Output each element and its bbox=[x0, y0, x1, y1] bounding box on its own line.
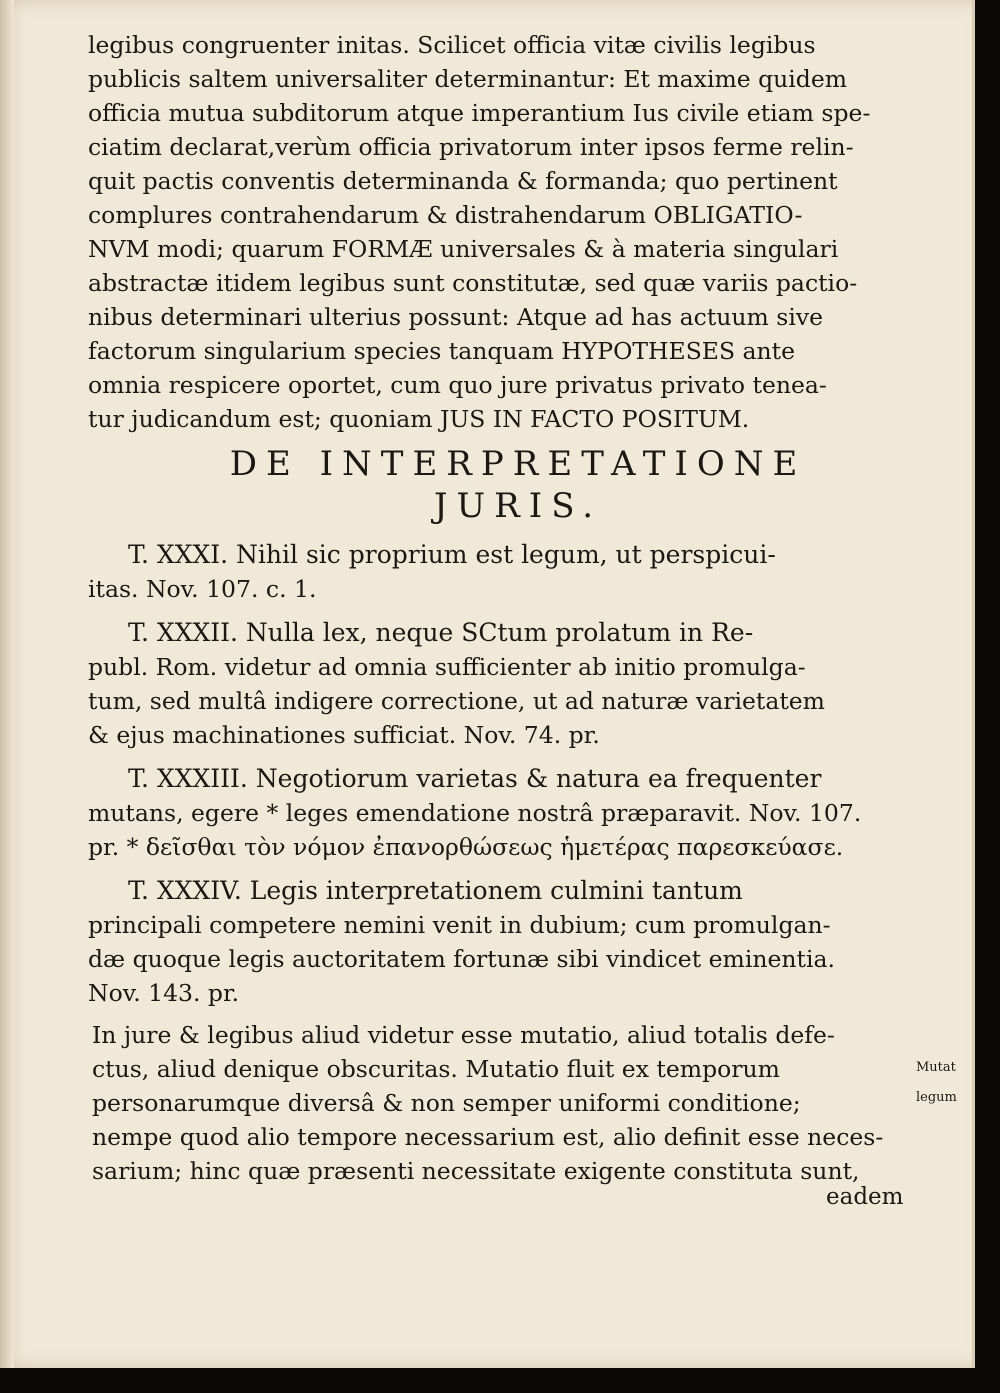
text-line: legibus congruenter initas. Scilicet officia vitæ civilis legibus bbox=[88, 31, 816, 59]
thesis-line: T. XXXIV. Legis interpretationem culmini tantum bbox=[128, 876, 743, 905]
catchword: eadem bbox=[826, 1184, 904, 1210]
thesis-line: dæ quoque legis auctoritatem fortunæ sibi vindicet eminentia. bbox=[88, 945, 835, 973]
commentary-line: In jure & legibus aliud videtur esse mutatio, aliud totalis defe- bbox=[92, 1021, 835, 1049]
thesis-line: publ. Rom. videtur ad omnia sufficienter ab initio promulga- bbox=[88, 653, 806, 681]
text-line: omnia respicere oportet, cum quo jure privatus privato tenea- bbox=[88, 371, 827, 399]
page-spine bbox=[0, 0, 14, 1368]
section-heading: DE INTERPRETATIONE bbox=[229, 444, 807, 484]
section-heading-subline: JURIS. bbox=[433, 486, 603, 526]
thesis-line: T. XXXIII. Negotiorum varietas & natura ea frequenter bbox=[128, 764, 822, 793]
page-edge bbox=[972, 0, 975, 1368]
text-line: officia mutua subditorum atque imperantium Ius civile etiam spe- bbox=[88, 99, 871, 127]
thesis-line: itas. Nov. 107. c. 1. bbox=[88, 575, 317, 603]
margin-note: legum bbox=[916, 1090, 957, 1105]
thesis-line: principali competere nemini venit in dubium; cum promulgan- bbox=[88, 911, 831, 939]
margin-note: Mutat bbox=[916, 1060, 956, 1075]
text-line: abstractæ itidem legibus sunt constitutæ, sed quæ variis pactio- bbox=[88, 269, 858, 297]
thesis-line: tum, sed multâ indigere correctione, ut ad naturæ varietatem bbox=[88, 687, 825, 715]
text-line: complures contrahendarum & distrahendarum OBLIGATIO- bbox=[88, 201, 803, 229]
text-line: nibus determinari ulterius possunt: Atque ad has actuum sive bbox=[88, 303, 824, 331]
text-line: factorum singularium species tanquam HYPOTHESES ante bbox=[88, 337, 796, 365]
text-line: quit pactis conventis determinanda & formanda; quo pertinent bbox=[88, 167, 838, 195]
commentary-line: sarium; hinc quæ præsenti necessitate exigente constituta sunt, bbox=[92, 1157, 860, 1185]
text-line: publicis saltem universaliter determinantur: Et maxime quidem bbox=[88, 65, 848, 93]
thesis-line: T. XXXI. Nihil sic proprium est legum, ut perspicui- bbox=[128, 540, 776, 569]
text-line: tur judicandum est; quoniam JUS IN FACTO POSITUM. bbox=[88, 405, 750, 433]
thesis-line: Nov. 143. pr. bbox=[88, 979, 240, 1007]
commentary-line: ctus, aliud denique obscuritas. Mutatio fluit ex temporum bbox=[92, 1055, 780, 1083]
thesis-line: & ejus machinationes sufficiat. Nov. 74. pr. bbox=[88, 721, 600, 749]
commentary-line: personarumque diversâ & non semper uniformi conditione; bbox=[92, 1089, 801, 1117]
commentary-line: nempe quod alio tempore necessarium est, alio definit esse neces- bbox=[92, 1123, 884, 1151]
thesis-line: T. XXXII. Nulla lex, neque SCtum prolatum in Re- bbox=[128, 618, 754, 647]
text-line: ciatim declarat,verùm officia privatorum inter ipsos ferme relin- bbox=[88, 133, 854, 161]
thesis-line: mutans, egere * leges emendatione nostrâ præparavit. Nov. 107. bbox=[88, 799, 862, 827]
text-line: NVM modi; quarum FORMÆ universales & à materia singulari bbox=[88, 235, 839, 263]
thesis-footnote-line: pr. * δεῖσθαι τὸν νόμον ἐπανορθώσεως ἡμετέρας παρεσκεύασε. bbox=[88, 833, 844, 861]
